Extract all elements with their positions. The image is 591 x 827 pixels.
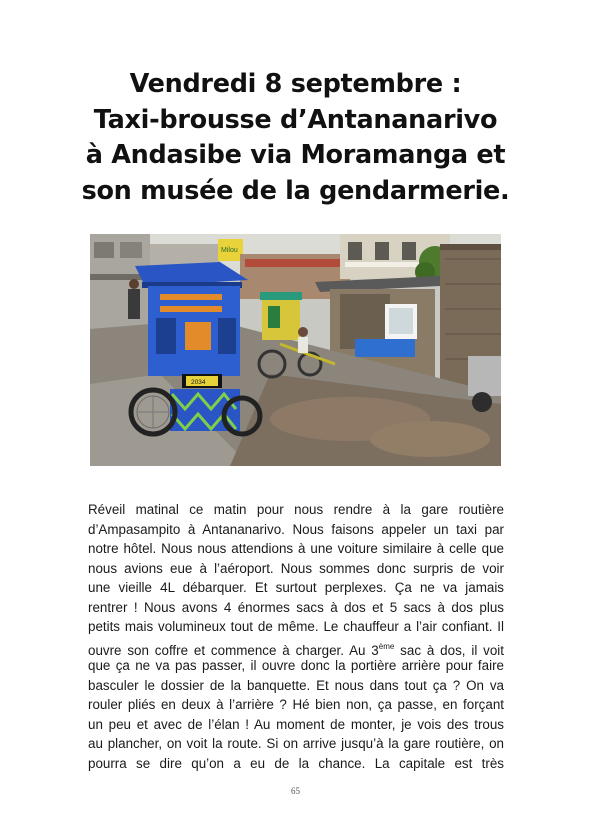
article-body xyxy=(88,500,504,773)
title-line-1: Vendredi 8 septembre : xyxy=(129,69,462,99)
body-line: rentrer ! Nous avons 4 énormes sacs à dos et 5 sacs à dos plus xyxy=(88,599,504,615)
body-line: Réveil matinal ce matin pour nous rendre à la gare routière xyxy=(88,502,504,517)
body-line: une vieille 4L débarquer. Et surtout perplexes. Ça ne va jamais xyxy=(88,580,504,595)
page-title xyxy=(40,67,551,209)
rickshaw-street-photo xyxy=(90,234,501,466)
body-line: que ça ne va pas passer, il ouvre donc la portière arrière pour faire xyxy=(88,658,504,673)
title-line-2: Taxi-brousse d’Antananarivo xyxy=(93,104,498,135)
plate-text: 2034 xyxy=(191,379,206,386)
body-line: notre hôtel. Nous nous attendions à une voiture similaire à celle que xyxy=(88,541,504,556)
body-line: nous avions eue à l’aéroport. Nous sommes donc surpris de voir xyxy=(88,560,504,576)
body-line-part: ouvre son coffre et commence à charger. Au 3 xyxy=(88,642,379,658)
title-line-4: son musée de la gendarmerie. xyxy=(81,175,510,206)
body-line: au plancher, on voit la route. Si on arrive jusqu’à la gare routière, on xyxy=(88,736,504,751)
body-line-part: sac à dos, il voit xyxy=(394,642,504,658)
ordinal-superscript: ème xyxy=(378,641,395,651)
shop-sign-text: Milou xyxy=(221,247,238,254)
body-line: rouler pliés en deux à l’arrière ? Hé bien non, ça passe, en forçant xyxy=(88,697,504,712)
title-line-3: à Andasibe via Moramanga et xyxy=(85,140,506,170)
body-line xyxy=(88,637,504,657)
body-line: basculer le dossier de la banquette. Et nous dans tout ça ? On va xyxy=(88,677,504,693)
body-line: un peu et avec de l’élan ! Au moment de monter, je vois des trous xyxy=(88,716,504,732)
body-line: d’Ampasampito à Antananarivo. Nous faisons appeler un taxi par xyxy=(88,521,504,537)
page-number: 65 xyxy=(291,786,300,796)
body-line: petits mais volumineux tout de même. Le chauffeur a l’air confiant. Il xyxy=(88,619,504,634)
body-line: pourra se dire qu’on a eu de la chance. La capitale est très xyxy=(88,755,504,771)
